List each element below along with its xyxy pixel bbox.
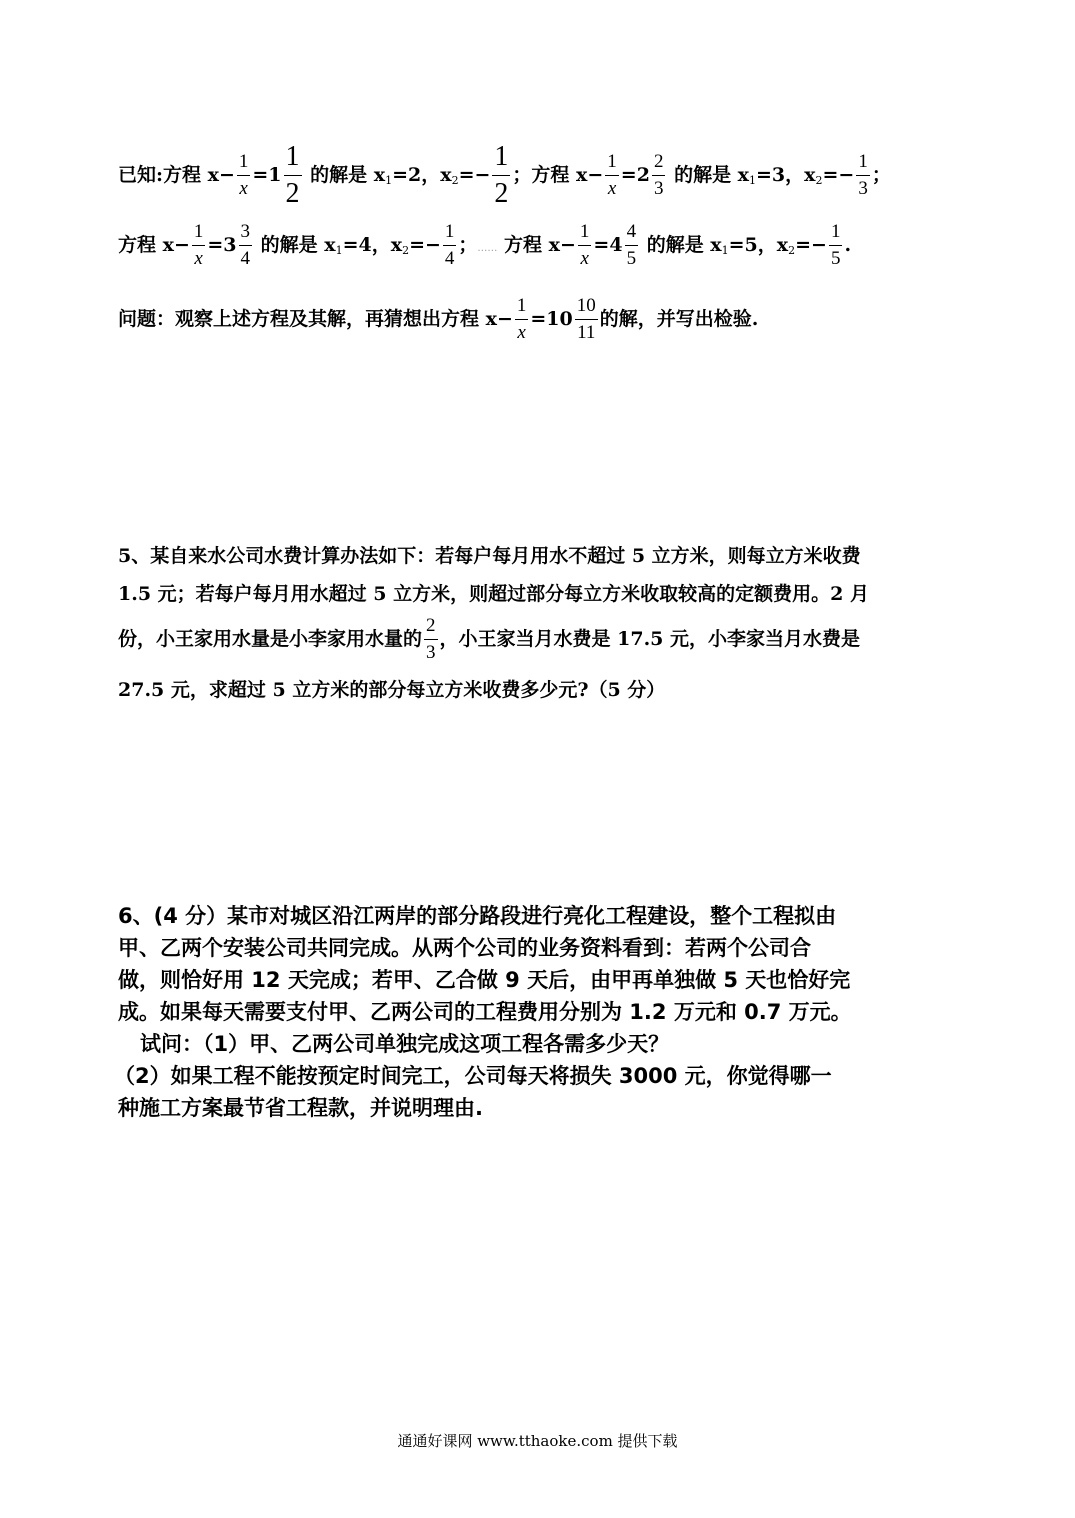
text: ； (871, 163, 891, 186)
fraction (284, 142, 302, 210)
text: =− (795, 233, 827, 256)
text: ； (458, 233, 478, 256)
text: 已知:方程 x− (118, 163, 235, 186)
text: =10 (530, 307, 573, 330)
subscript: 2 (815, 173, 823, 187)
numerator: 1 (515, 296, 529, 320)
subscript: 1 (749, 173, 757, 187)
fraction (239, 222, 253, 270)
numerator: 1 (284, 142, 302, 176)
q6-line-5: 试问：（1）甲、乙两公司单独完成这项工程各需多少天？ (140, 1032, 670, 1056)
text: ；方程 x− (512, 163, 604, 186)
numerator: 1 (443, 222, 457, 246)
text: =4，x (342, 233, 403, 256)
numerator: 1 (578, 222, 592, 246)
denominator: 3 (426, 641, 436, 663)
q6-line-6: （2）如果工程不能按预定时间完工，公司每天将损失 3000 元，你觉得哪一 (114, 1064, 832, 1088)
fraction (605, 152, 619, 200)
numerator: 2 (424, 616, 438, 640)
subscript: 1 (385, 173, 393, 187)
text: =1 (252, 163, 282, 186)
denominator: x (517, 321, 526, 343)
text: =2 (620, 163, 650, 186)
text: 的解是 x (646, 233, 722, 256)
fraction (424, 616, 438, 664)
q6-line-4: 成。如果每天需要支付甲、乙两公司的工程费用分别为 1.2 万元和 0.7 万元。 (118, 1000, 852, 1024)
subscript: 1 (335, 243, 343, 257)
footer-credit: 通通好课网 www.tthaoke.com 提供下载 (397, 1432, 678, 1450)
q6-line-7: 种施工方案最节省工程款，并说明理由. (118, 1096, 483, 1120)
denominator: x (239, 177, 248, 199)
text: ，小王家当月水费是 17.5 元，小李家当月水费是 (439, 627, 861, 650)
fraction (443, 222, 457, 270)
intro-line-2 (118, 222, 851, 270)
intro-line-3 (118, 296, 758, 344)
q5-line-4: 27.5 元，求超过 5 立方米的部分每立方米收费多少元?（5 分） (118, 679, 666, 701)
fraction (237, 152, 251, 200)
fraction (829, 222, 843, 270)
numerator: 1 (237, 152, 251, 176)
q5-line-3 (118, 616, 860, 664)
denominator: 2 (494, 177, 509, 209)
numerator: 1 (192, 222, 206, 246)
text: 份，小王家用水量是小李家用水量的 (118, 627, 423, 650)
numerator: 3 (239, 222, 253, 246)
fraction (575, 296, 598, 344)
denominator: 5 (830, 247, 841, 269)
text: 问题：观察上述方程及其解，再猜想出方程 x− (118, 307, 513, 330)
denominator: 4 (240, 247, 251, 269)
numerator: 1 (492, 142, 510, 176)
text: . (844, 233, 852, 256)
numerator: 2 (652, 152, 666, 176)
denominator: 4 (444, 247, 455, 269)
denominator: 5 (626, 247, 637, 269)
text: 的解是 x (260, 233, 336, 256)
numerator: 1 (605, 152, 619, 176)
fraction (652, 152, 666, 200)
fraction (492, 142, 510, 210)
text: 方程 x− (118, 233, 190, 256)
numerator: 4 (625, 222, 639, 246)
text: =− (409, 233, 441, 256)
fraction (578, 222, 592, 270)
subscript: 1 (721, 243, 729, 257)
text: 的解，并写出检验. (599, 307, 759, 330)
text: =4 (593, 233, 623, 256)
denominator: 2 (285, 177, 300, 209)
q5-line-1: 5、某自来水公司水费计算办法如下：若每户每月用水不超过 5 立方米，则每立方米收费 (118, 545, 861, 567)
numerator: 1 (856, 152, 870, 176)
intro-line-1 (118, 142, 891, 210)
numerator: 1 (829, 222, 843, 246)
q6-line-2: 甲、乙两个安装公司共同完成。从两个公司的业务资料看到：若两个公司合 (118, 936, 811, 960)
q6-line-1: 6、(4 分）某市对城区沿江两岸的部分路段进行亮化工程建设，整个工程拟由 (118, 904, 837, 928)
fraction (515, 296, 529, 344)
denominator: x (194, 247, 203, 269)
text: =− (822, 163, 855, 186)
numerator: 10 (575, 296, 598, 320)
denominator: x (580, 247, 589, 269)
denominator: 3 (858, 177, 868, 199)
q6-line-3: 做，则恰好用 12 天完成；若甲、乙合做 9 天后，由甲再单独做 5 天也恰好完 (118, 968, 851, 992)
text: =5，x (728, 233, 789, 256)
text: =3，x (756, 163, 816, 186)
text: 的解是 x (674, 163, 750, 186)
subscript: 2 (451, 173, 459, 187)
ellipsis: …… (477, 242, 498, 254)
denominator: 3 (653, 177, 664, 199)
fraction (856, 152, 870, 200)
text: =2，x (392, 163, 452, 186)
denominator: x (607, 177, 617, 199)
text: =3 (207, 233, 237, 256)
fraction (625, 222, 639, 270)
subscript: 2 (402, 243, 410, 257)
q5-line-2: 1.5 元；若每户每月用水超过 5 立方米，则超过部分每立方米收取较高的定额费用。2 月 (118, 583, 869, 605)
text: =− (458, 163, 491, 186)
subscript: 2 (788, 243, 796, 257)
text: 的解是 x (310, 163, 386, 186)
fraction (192, 222, 206, 270)
text: 方程 x− (504, 233, 576, 256)
denominator: 11 (577, 321, 596, 343)
